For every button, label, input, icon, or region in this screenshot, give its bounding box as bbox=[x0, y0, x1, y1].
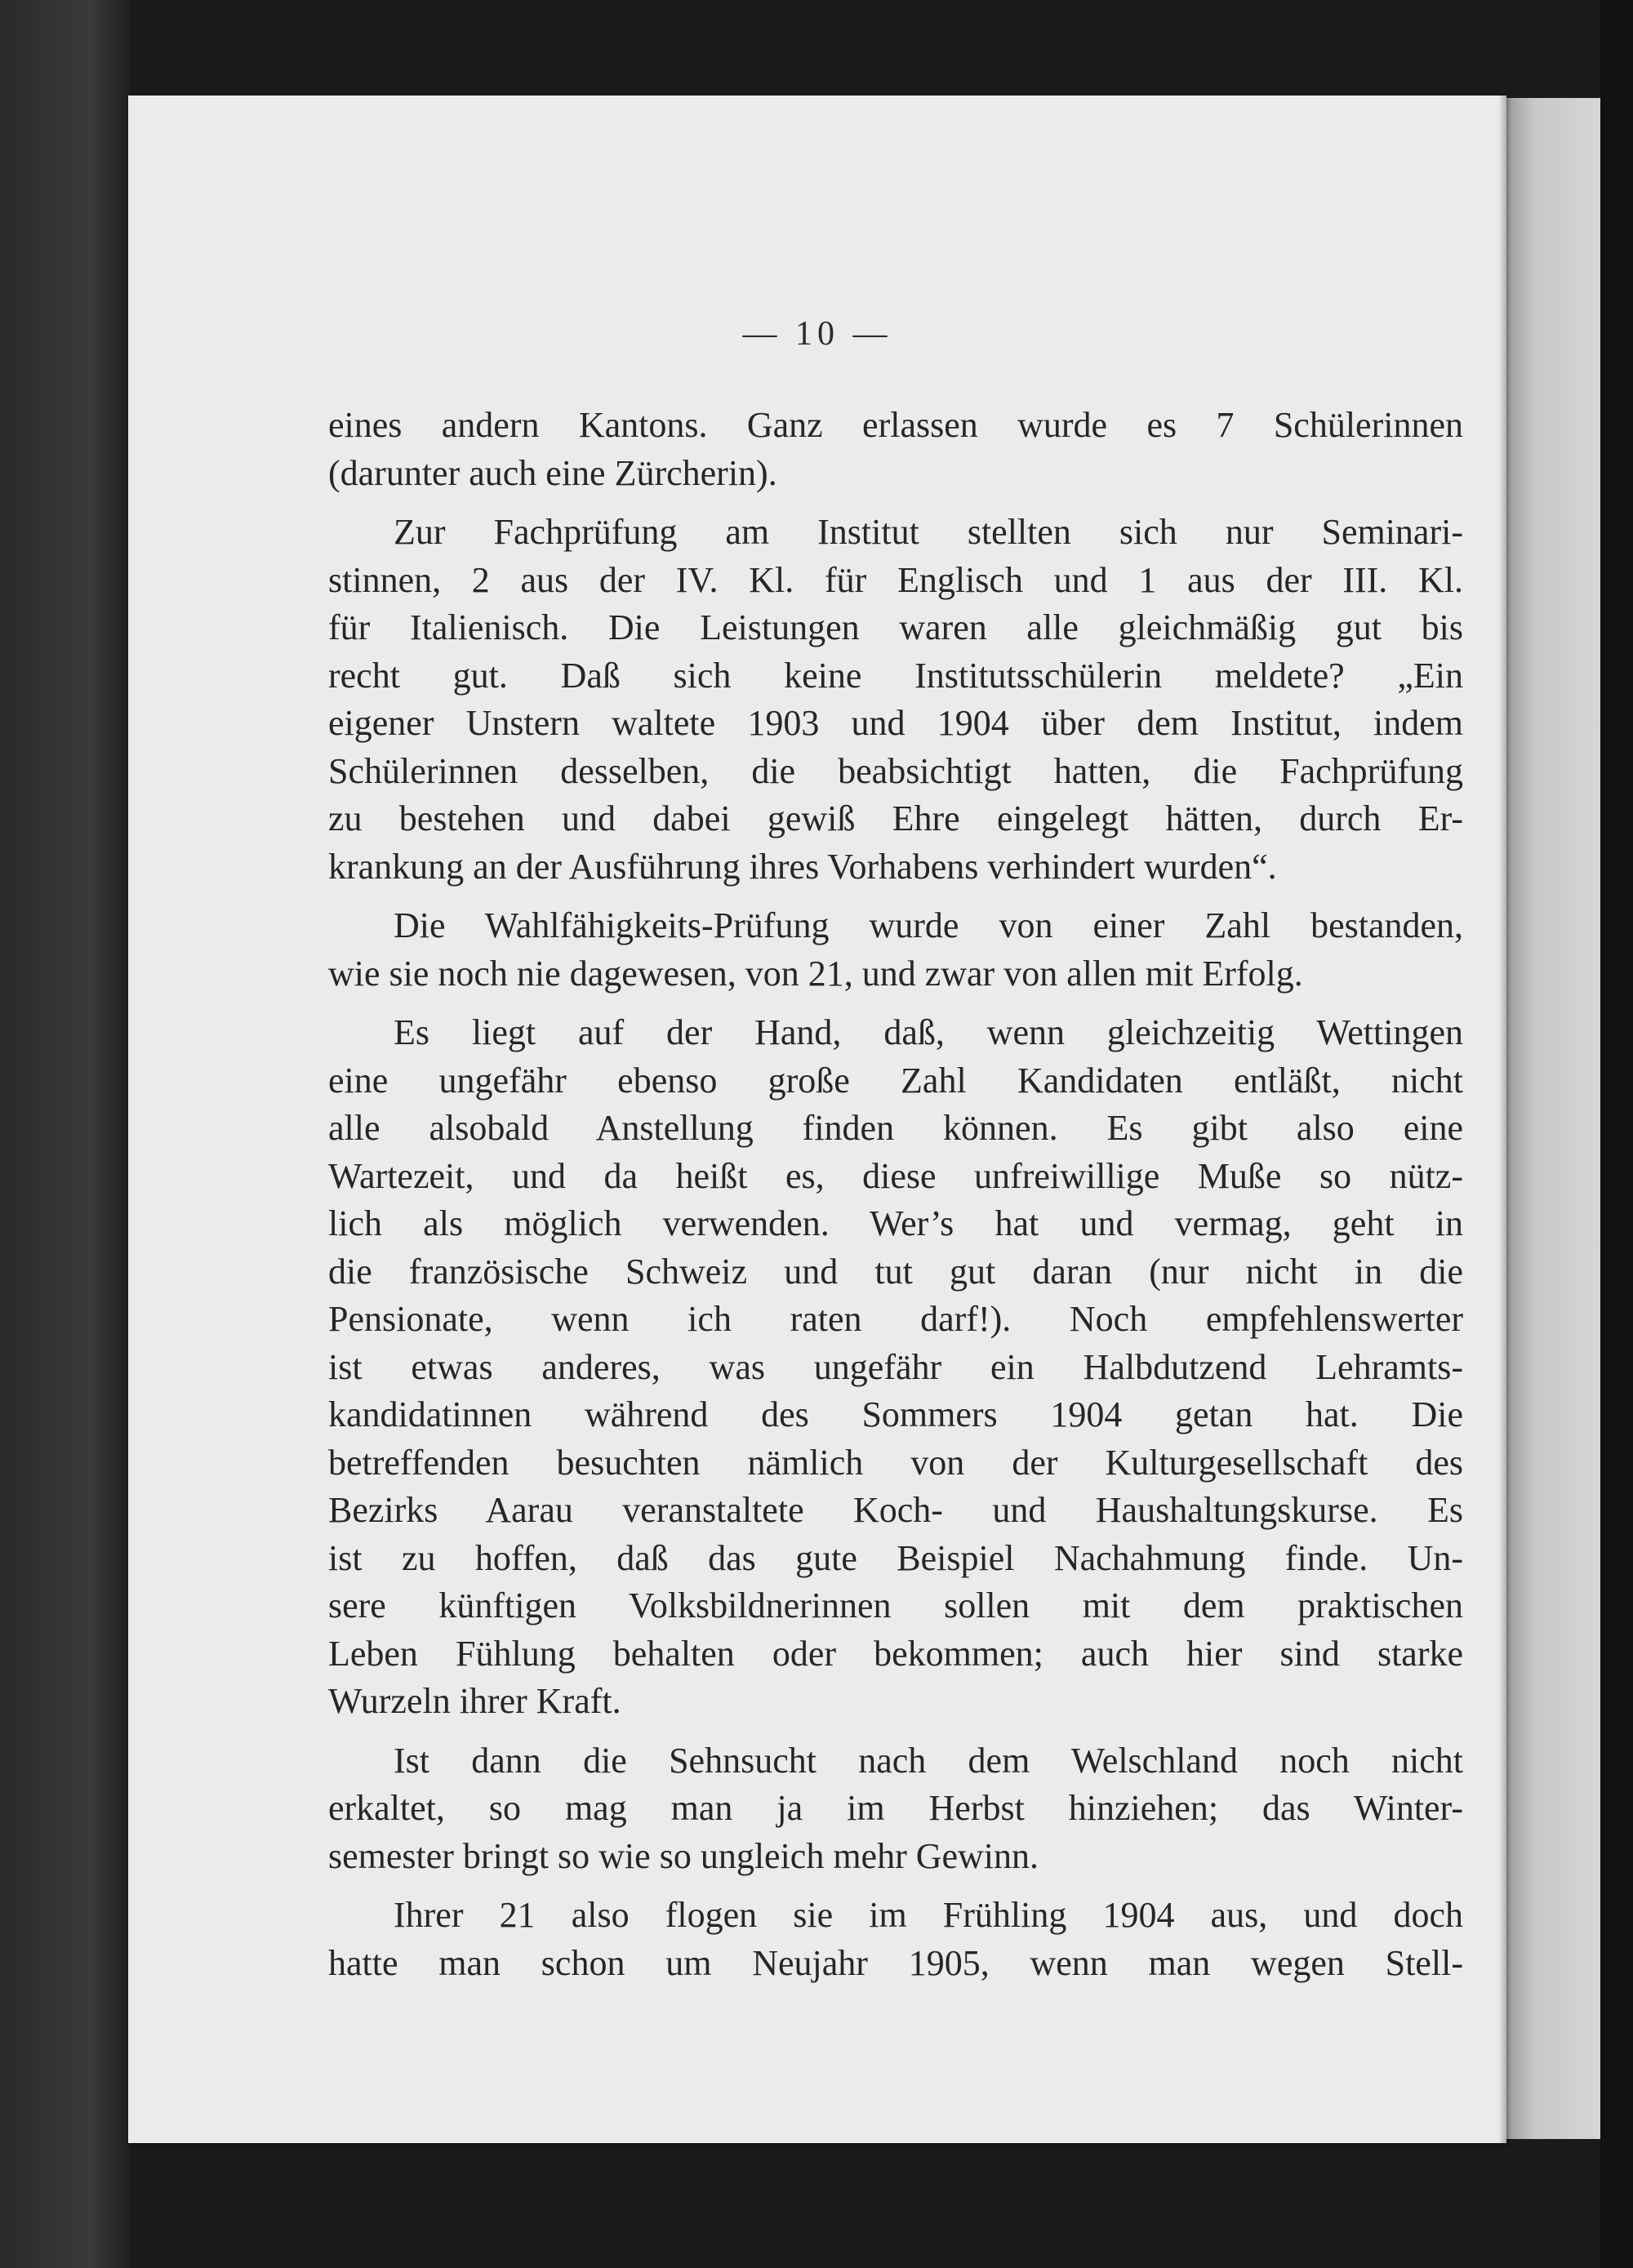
text-line: kandidatinnen während des Sommers 1904 getan hat. Die bbox=[328, 1394, 1463, 1434]
page-number: — 10 — bbox=[742, 315, 892, 353]
text-line: recht gut. Daß sich keine Institutsschülerin meldete? „Ein bbox=[328, 655, 1463, 696]
text-line: zu bestehen und dabei gewiß Ehre eingelegt hätten, durch Er- bbox=[328, 798, 1463, 838]
text-line: (darunter auch eine Zürcherin). bbox=[328, 452, 777, 493]
text-line: Wurzeln ihrer Kraft. bbox=[328, 1681, 621, 1721]
text-line: semester bringt so wie so ungleich mehr Gewinn. bbox=[328, 1835, 1039, 1876]
text-line: eine ungefähr ebenso große Zahl Kandidaten entläßt, nicht bbox=[328, 1060, 1463, 1101]
paragraph bbox=[328, 1009, 1463, 1726]
text-line: wie sie noch nie dagewesen, von 21, und zwar von allen mit Erfolg. bbox=[328, 953, 1303, 994]
paragraph bbox=[328, 402, 1463, 497]
body-text bbox=[328, 402, 1463, 1987]
paragraph bbox=[328, 902, 1463, 998]
adjacent-page-edge bbox=[1506, 98, 1600, 2139]
text-line: alle alsobald Anstellung finden können. Es gibt also eine bbox=[328, 1108, 1463, 1148]
text-line: ist zu hoffen, daß das gute Beispiel Nachahmung finde. Un- bbox=[328, 1537, 1463, 1578]
text-line: Bezirks Aarau veranstaltete Koch- und Haushaltungskurse. Es bbox=[328, 1490, 1463, 1530]
text-line: Die Wahlfähigkeits-Prüfung wurde von einer Zahl bestanden, bbox=[394, 905, 1463, 945]
text-line: Wartezeit, und da heißt es, diese unfreiwillige Muße so nütz- bbox=[328, 1155, 1463, 1196]
text-line: eigener Unstern waltete 1903 und 1904 über dem Institut, indem bbox=[328, 703, 1463, 743]
text-line: ist etwas anderes, was ungefähr ein Halbdutzend Lehramts- bbox=[328, 1346, 1463, 1387]
text-line: eines andern Kantons. Ganz erlassen wurde es 7 Schülerinnen bbox=[328, 405, 1463, 445]
text-line: Es liegt auf der Hand, daß, wenn gleichzeitig Wettingen bbox=[394, 1012, 1463, 1052]
paragraph bbox=[328, 509, 1463, 891]
text-line: sere künftigen Volksbildnerinnen sollen mit dem praktischen bbox=[328, 1585, 1463, 1625]
paragraph bbox=[328, 1737, 1463, 1881]
scan-background-left bbox=[0, 0, 131, 2268]
text-line: die französische Schweiz und tut gut daran (nur nicht in die bbox=[328, 1251, 1463, 1292]
text-line: stinnen, 2 aus der IV. Kl. für Englisch und 1 aus der III. Kl. bbox=[328, 559, 1463, 600]
text-line: betreffenden besuchten nämlich von der Kulturgesellschaft des bbox=[328, 1442, 1463, 1483]
text-line: Ihrer 21 also flogen sie im Frühling 1904 aus, und doch bbox=[394, 1895, 1463, 1935]
text-line: Leben Fühlung behalten oder bekommen; auch hier sind starke bbox=[328, 1633, 1463, 1674]
scan-background-right bbox=[1600, 0, 1633, 2268]
text-line: Pensionate, wenn ich raten darf!). Noch empfehlenswerter bbox=[328, 1299, 1463, 1339]
text-line: Schülerinnen desselben, die beabsichtigt hatten, die Fachprüfung bbox=[328, 750, 1463, 791]
text-line: Ist dann die Sehnsucht nach dem Welschland noch nicht bbox=[394, 1740, 1463, 1781]
paragraph bbox=[328, 1892, 1463, 1987]
document-page bbox=[128, 96, 1506, 2143]
text-line: krankung an der Ausführung ihres Vorhabens verhindert wurden“. bbox=[328, 846, 1277, 887]
text-line: Zur Fachprüfung am Institut stellten sich nur Seminari- bbox=[394, 512, 1463, 552]
text-line: für Italienisch. Die Leistungen waren alle gleichmäßig gut bis bbox=[328, 607, 1463, 647]
text-line: lich als möglich verwenden. Wer’s hat und vermag, geht in bbox=[328, 1203, 1463, 1243]
text-line: hatte man schon um Neujahr 1905, wenn man wegen Stell- bbox=[328, 1942, 1463, 1983]
text-line: erkaltet, so mag man ja im Herbst hinziehen; das Winter- bbox=[328, 1788, 1463, 1828]
